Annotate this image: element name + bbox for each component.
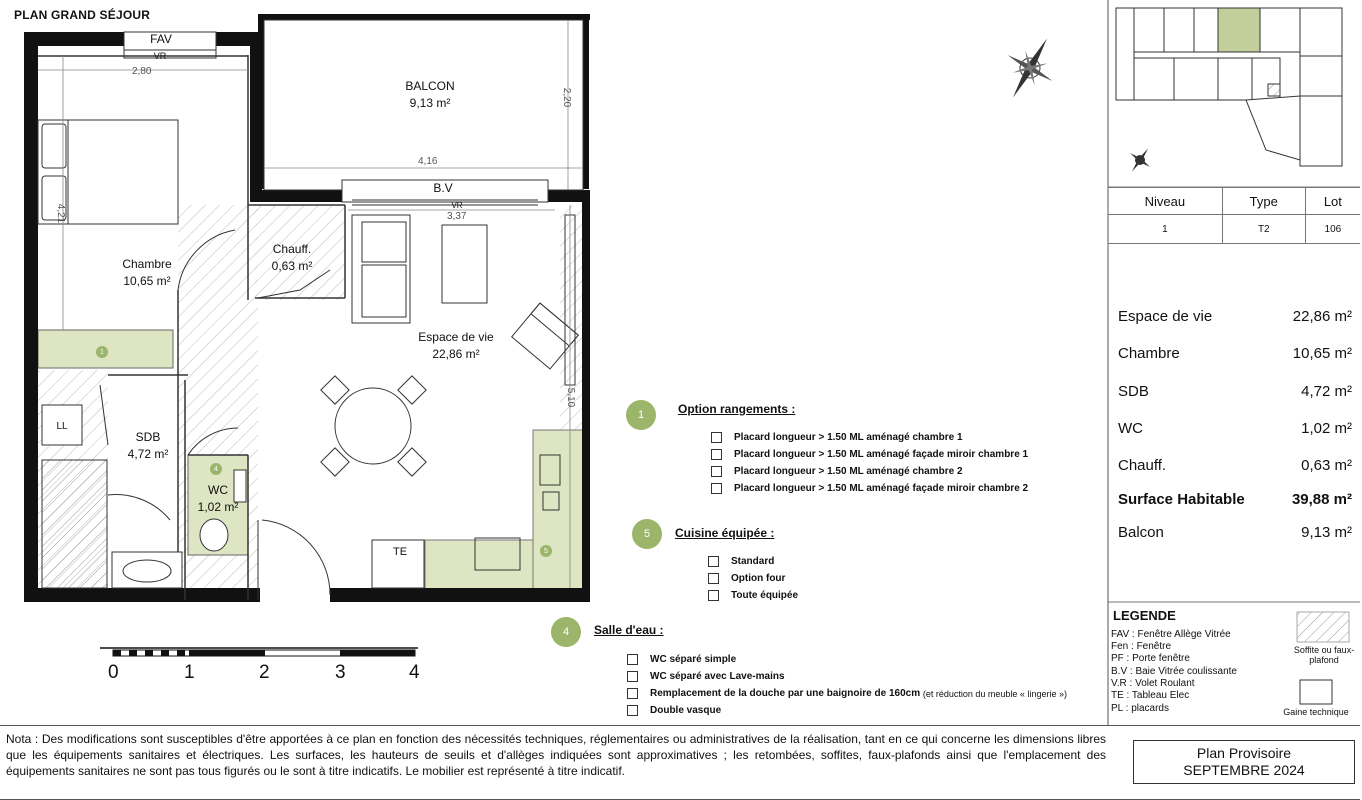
lot-table	[1108, 187, 1360, 244]
vanity	[112, 552, 182, 588]
door-entrance	[262, 520, 330, 595]
surface-row: WC 1,02 m²	[1118, 419, 1352, 437]
option-5-badge: 5	[632, 519, 662, 549]
legend-item: PF : Porte fenêtre	[1111, 653, 1190, 664]
tag-vr-bv: VR	[451, 201, 463, 210]
legend-item: FAV : Fenêtre Allège Vitrée	[1111, 629, 1231, 640]
option-5-title: Cuisine équipée :	[675, 526, 775, 540]
room-chauff-area: 0,63 m²	[271, 259, 313, 273]
lot-value-type: T2	[1222, 215, 1305, 244]
keyplan-compass-icon	[1129, 147, 1151, 172]
lot-value-lot: 106	[1305, 215, 1360, 244]
dimension-lines	[38, 20, 583, 588]
option-1-badge: 1	[626, 400, 656, 430]
plan-badge-1: 1	[96, 346, 108, 358]
legend-gaine-label: Gaine technique	[1283, 707, 1349, 717]
room-balcon-name: BALCON	[405, 79, 455, 93]
legend-soffite-swatch	[1297, 612, 1349, 642]
lot-header-niveau: Niveau	[1108, 188, 1222, 215]
room-espace-name: Espace de vie	[418, 330, 494, 344]
legend-item: PL : placards	[1111, 703, 1169, 714]
tag-fav: FAV	[150, 32, 172, 46]
option-5-item[interactable]: Option four	[708, 573, 785, 584]
room-espace-area: 22,86 m²	[432, 347, 480, 361]
plan-title: PLAN GRAND SÉJOUR	[14, 8, 151, 22]
lot-header-type: Type	[1222, 188, 1305, 215]
room-chambre	[92, 256, 202, 290]
room-sdb-area: 4,72 m²	[127, 447, 169, 461]
dim-3-37: 3,37	[447, 211, 467, 222]
checkbox[interactable]	[627, 654, 638, 665]
legend-item: B.V : Baie Vitrée coulissante	[1111, 666, 1237, 677]
scale-bar	[100, 648, 418, 656]
surface-row: Balcon 9,13 m²	[1118, 523, 1352, 541]
checkbox[interactable]	[708, 573, 719, 584]
lot-header-lot: Lot	[1305, 188, 1360, 215]
dim-2-80: 2,80	[132, 66, 152, 77]
plan-provisoire-box	[1133, 740, 1355, 784]
legend-item: V.R : Volet Roulant	[1111, 678, 1195, 689]
room-wc-name: WC	[208, 483, 228, 497]
option-4-badge: 4	[551, 617, 581, 647]
nota-text: Nota : Des modifications sont susceptibles d'être apportées à ce plan en fonction des nécessités techniques, réglementaires ou administratives de la réalisation, tant en ce qui concerne les dimensions libres que les équipements sanitaires et électriques. Les surfaces, les hauteurs de seuils et d'allèges indiquées sont approximatives ; les retombées, soffites, faux-plafonds ainsi que l'emplacement des équipements sanitaires ne sont pas tous figurés ou le sont à titre indicatifs. Le mobilier est représenté à titre indicatif.	[6, 732, 1106, 778]
legend-item: TE : Tableau Elec	[1111, 690, 1190, 701]
option-4-item[interactable]: Double vasque	[627, 705, 721, 716]
tag-bv: B.V	[433, 181, 453, 195]
option-4-title: Salle d'eau :	[594, 623, 664, 637]
room-chambre-area: 10,65 m²	[123, 274, 171, 288]
checkbox[interactable]	[711, 432, 722, 443]
room-chambre-name: Chambre	[122, 257, 172, 271]
checkbox[interactable]	[708, 556, 719, 567]
scale-label-2: 2	[259, 662, 270, 683]
plan-badge-5: 5	[540, 545, 552, 557]
option-4-note: (et réduction du meuble « lingerie »)	[922, 688, 1067, 699]
dim-4-16: 4,16	[418, 156, 438, 167]
surface-row: SDB 4,72 m²	[1118, 382, 1352, 400]
surface-row: Espace de vie 22,86 m²	[1118, 307, 1352, 325]
scale-label-0: 0	[108, 662, 119, 683]
room-balcon-area: 9,13 m²	[409, 96, 451, 110]
surface-row: Chambre 10,65 m²	[1118, 344, 1352, 362]
checkbox[interactable]	[711, 449, 722, 460]
checkbox[interactable]	[708, 590, 719, 601]
checkbox[interactable]	[627, 705, 638, 716]
tag-vr: VR	[153, 51, 167, 61]
coffee-table	[442, 225, 487, 303]
sofa	[352, 215, 410, 323]
checkbox[interactable]	[711, 483, 722, 494]
room-wc-area: 1,02 m²	[197, 500, 239, 514]
option-5-item[interactable]: Toute équipée	[708, 590, 798, 601]
dining-table	[335, 388, 411, 464]
room-espace-de-vie	[404, 329, 508, 363]
surface-row: Chauff. 0,63 m²	[1118, 456, 1352, 474]
room-sdb	[118, 429, 178, 463]
checkbox[interactable]	[627, 688, 638, 699]
option-4-item[interactable]: Remplacement de la douche par une baignoire de 160cm (et réduction du meuble « lingerie »)	[627, 688, 1067, 699]
option-1-item[interactable]: Placard longueur > 1.50 ML aménagé chambre 1	[711, 432, 963, 443]
option-1-item[interactable]: Placard longueur > 1.50 ML aménagé façade miroir chambre 2	[711, 483, 1028, 494]
key-plan	[1112, 4, 1352, 180]
surface-row-total: Surface Habitable 39,88 m²	[1118, 490, 1352, 508]
shower	[42, 460, 107, 588]
lot-value-niveau: 1	[1108, 215, 1222, 244]
scale-label-4: 4	[409, 662, 420, 683]
tag-ll: LL	[56, 421, 68, 432]
checkbox[interactable]	[711, 466, 722, 477]
dim-5-10: 5,10	[565, 387, 577, 408]
dim-2-20: 2,20	[561, 87, 573, 108]
option-1-item[interactable]: Placard longueur > 1.50 ML aménagé façade miroir chambre 1	[711, 449, 1028, 460]
provisoire-line-1: Plan Provisoire	[1196, 745, 1292, 761]
legend-item: Fen : Fenêtre	[1111, 641, 1172, 652]
room-wc	[188, 482, 248, 516]
room-sdb-name: SDB	[135, 430, 161, 444]
room-balcon	[380, 78, 480, 112]
toilet	[200, 519, 228, 551]
scale-label-1: 1	[184, 662, 195, 683]
option-4-item[interactable]: WC séparé simple	[627, 654, 736, 665]
legend-title: LEGENDE	[1113, 608, 1176, 623]
room-chauff-name: Chauff.	[272, 242, 312, 256]
dim-4-21: 4,21	[55, 203, 67, 224]
compass-rose	[1006, 37, 1054, 100]
room-chauff	[262, 241, 322, 275]
tag-te: TE	[392, 546, 408, 558]
legend-gaine-swatch	[1300, 680, 1332, 704]
legend-soffite-label: Soffite ou faux-plafond	[1293, 645, 1355, 665]
provisoire-line-2: SEPTEMBRE 2024	[1183, 762, 1305, 778]
plan-badge-4: 4	[210, 463, 222, 475]
option-5-item[interactable]: Standard	[708, 556, 774, 567]
walls	[24, 14, 590, 602]
option-4-item[interactable]: WC séparé avec Lave-mains	[627, 671, 785, 682]
checkbox[interactable]	[627, 671, 638, 682]
scale-label-3: 3	[335, 662, 346, 683]
option-1-title: Option rangements :	[678, 402, 796, 416]
option-1-item[interactable]: Placard longueur > 1.50 ML aménagé chambre 2	[711, 466, 963, 477]
